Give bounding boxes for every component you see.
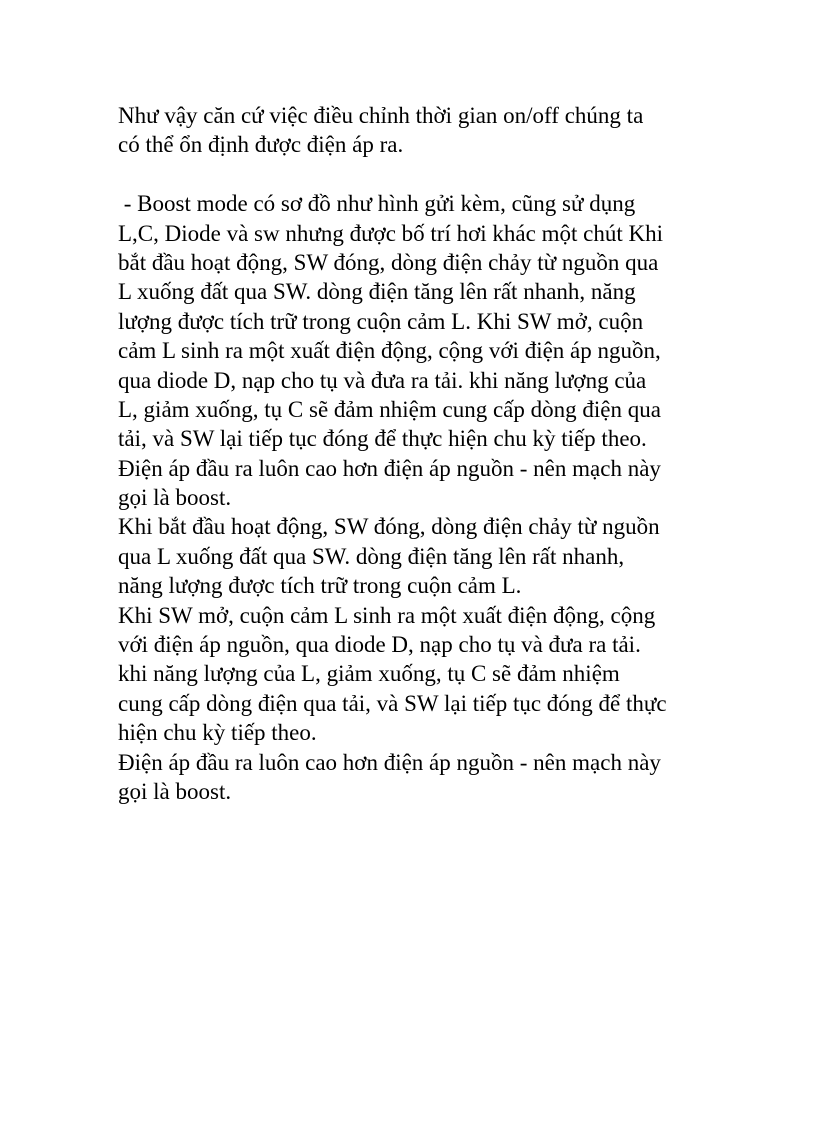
- text-line: với điện áp nguồn, qua diode D, nạp cho tụ và đưa ra tải.: [118, 632, 641, 658]
- text-line: cảm L sinh ra một xuất điện động, cộng với điện áp nguồn,: [118, 338, 661, 364]
- text-line: tải, và SW lại tiếp tục đóng để thực hiện chu kỳ tiếp theo.: [118, 426, 647, 452]
- text-line: gọi là boost.: [118, 778, 232, 804]
- text-line: L, giảm xuống, tụ C sẽ đảm nhiệm cung cấp dòng điện qua: [118, 396, 661, 422]
- text-line: bắt đầu hoạt động, SW đóng, dòng điện chảy từ nguồn qua: [118, 249, 659, 275]
- text-line: Điện áp đầu ra luôn cao hơn điện áp nguồn - nên mạch này: [118, 455, 661, 481]
- text-line: hiện chu kỳ tiếp theo.: [118, 720, 317, 746]
- text-line: Khi SW mở, cuộn cảm L sinh ra một xuất điện động, cộng: [118, 602, 656, 628]
- text-line: năng lượng được tích trữ trong cuộn cảm L.: [118, 573, 522, 599]
- text-line: Như vậy căn cứ việc điều chỉnh thời gian on/off chúng ta: [118, 103, 644, 128]
- text-line: Điện áp đầu ra luôn cao hơn điện áp nguồn - nên mạch này: [118, 749, 661, 775]
- blank-line: [118, 160, 718, 189]
- text-line: gọi là boost.: [118, 485, 232, 511]
- text-line: L,C, Diode và sw nhưng được bố trí hơi khác một chút Khi: [118, 220, 663, 246]
- document-body: [118, 101, 718, 806]
- text-line: có thể ổn định được điện áp ra.: [118, 132, 404, 158]
- text-line: Khi bắt đầu hoạt động, SW đóng, dòng điện chảy từ nguồn: [118, 514, 660, 540]
- text-line: L xuống đất qua SW. dòng điện tăng lên rất nhanh, năng: [118, 279, 636, 305]
- text-line: qua L xuống đất qua SW. dòng điện tăng lên rất nhanh,: [118, 543, 625, 569]
- text-line: cung cấp dòng điện qua tải, và SW lại tiếp tục đóng để thực: [118, 690, 667, 716]
- text-line: lượng được tích trữ trong cuộn cảm L. Khi SW mở, cuộn: [118, 308, 644, 334]
- text-line: qua diode D, nạp cho tụ và đưa ra tải. khi năng lượng của: [118, 367, 647, 393]
- text-line: - Boost mode có sơ đồ như hình gửi kèm, cũng sử dụng: [118, 191, 636, 217]
- text-line: khi năng lượng của L, giảm xuống, tụ C sẽ đảm nhiệm: [118, 661, 620, 687]
